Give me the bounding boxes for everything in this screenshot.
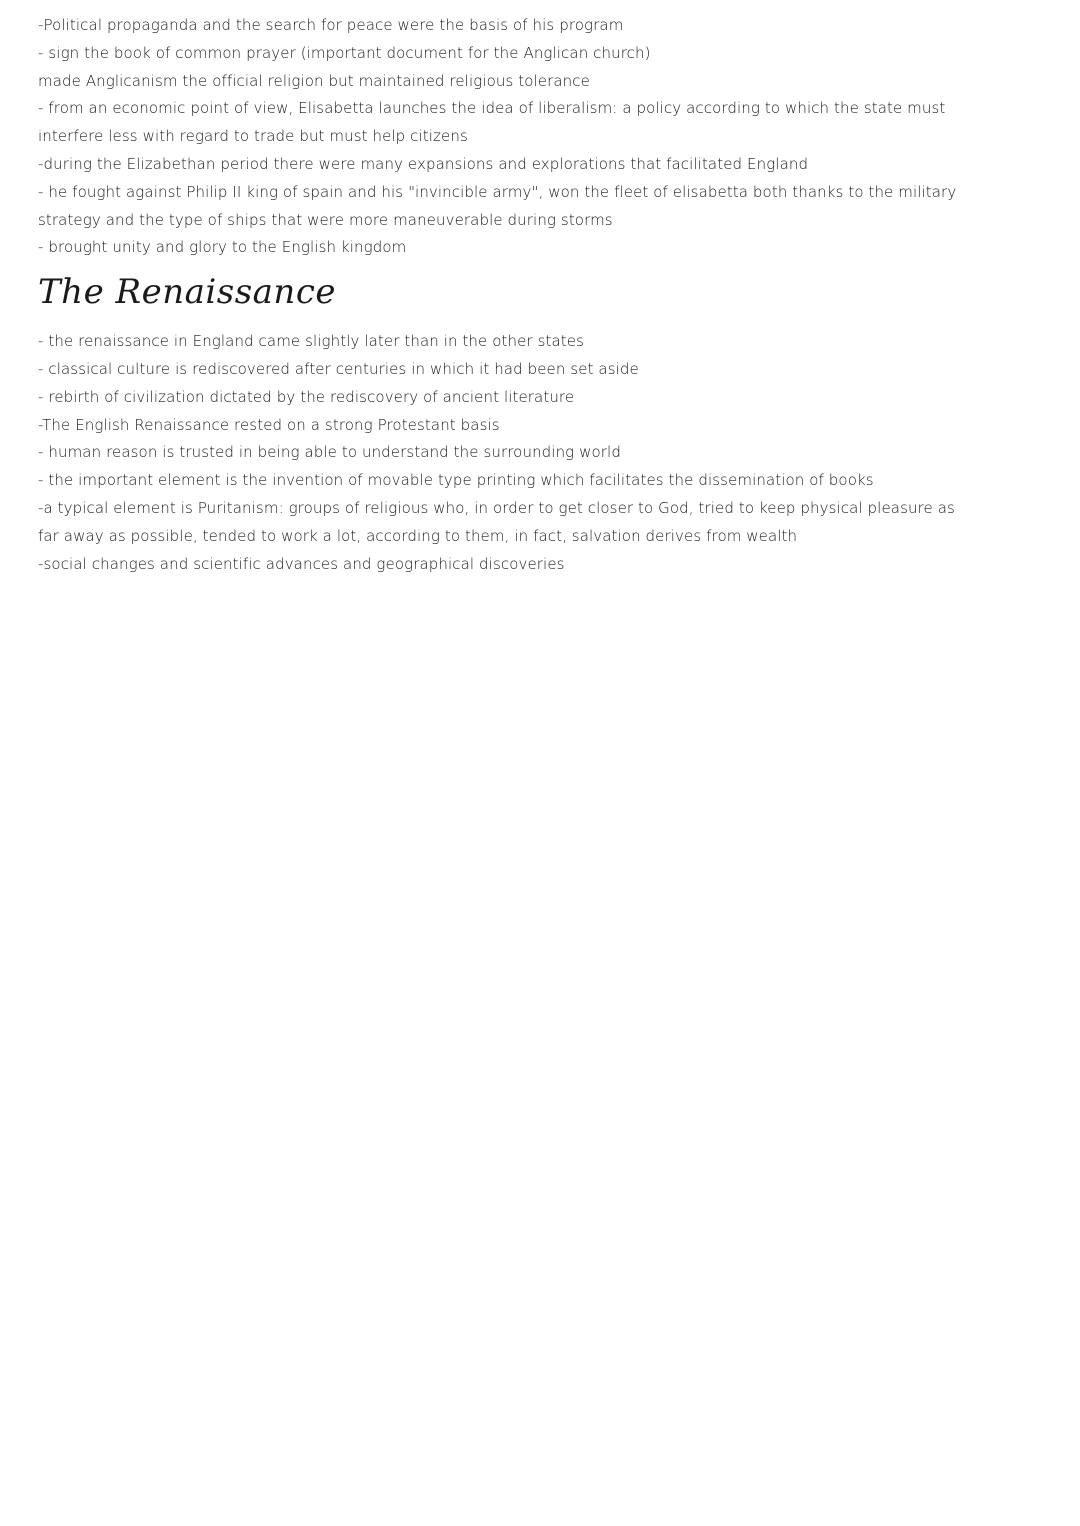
note-line: -during the Elizabethan period there were many expansions and explorations that facilitated England bbox=[38, 154, 809, 173]
note-line: -social changes and scientific advances and geographical discoveries bbox=[38, 554, 565, 573]
note-line: - the renaissance in England came slightly later than in the other states bbox=[38, 332, 584, 351]
note-line: far away as possible, tended to work a lot, according to them, in fact, salvation derives from wealth bbox=[38, 526, 798, 545]
note-line: -The English Renaissance rested on a strong Protestant basis bbox=[38, 415, 500, 434]
note-line: strategy and the type of ships that were more maneuverable during storms bbox=[38, 210, 613, 229]
section-elizabeth bbox=[38, 12, 1038, 262]
notes-body bbox=[38, 12, 1038, 578]
note-line: - the important element is the invention of movable type printing which facilitates the dissemination of books bbox=[38, 471, 874, 490]
note-line: -a typical element is Puritanism: groups of religious who, in order to get closer to God, tried to keep physical pleasure as bbox=[38, 498, 955, 517]
section-heading: The Renaissance bbox=[38, 272, 336, 313]
note-line: made Anglicanism the official religion but maintained religious tolerance bbox=[38, 71, 590, 90]
note-line: - from an economic point of view, Elisabetta launches the idea of liberalism: a policy according to which the state must bbox=[38, 99, 946, 118]
note-line: - human reason is trusted in being able to understand the surrounding world bbox=[38, 443, 621, 462]
note-line: - brought unity and glory to the English kingdom bbox=[38, 238, 407, 257]
note-line: -Political propaganda and the search for peace were the basis of his program bbox=[38, 16, 624, 34]
note-line: - he fought against Philip II king of spain and his "invincible army", won the fleet of elisabetta both thanks to the military bbox=[38, 182, 957, 201]
section-renaissance bbox=[38, 328, 1038, 578]
note-line: - rebirth of civilization dictated by the rediscovery of ancient literature bbox=[38, 387, 575, 406]
note-line: - sign the book of common prayer (important document for the Anglican church) bbox=[38, 43, 651, 62]
note-line: - classical culture is rediscovered after centuries in which it had been set aside bbox=[38, 359, 639, 378]
note-line: interfere less with regard to trade but must help citizens bbox=[38, 127, 468, 146]
